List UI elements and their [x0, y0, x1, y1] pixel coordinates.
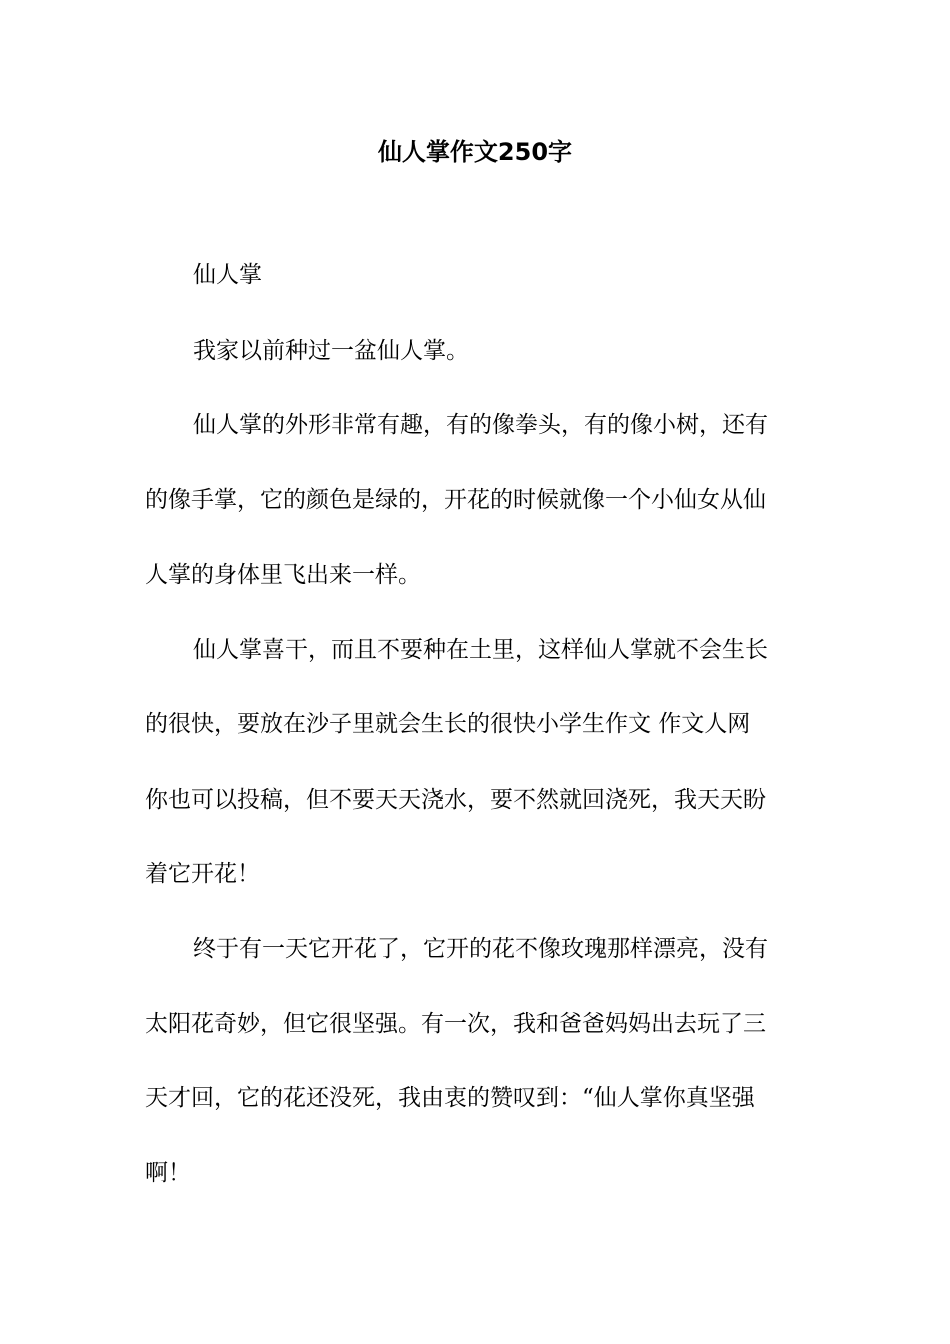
- paragraph-line: 太阳花奇妙，但它很坚强。有一次，我和爸爸妈妈出去玩了三: [145, 1011, 766, 1037]
- heading-line: 仙人掌: [193, 262, 262, 288]
- paragraph-line: 你也可以投稿，但不要天天浇水，要不然就回浇死，我天天盼: [145, 787, 766, 813]
- paragraph-line: 的像手掌，它的颜色是绿的，开花的时候就像一个小仙女从仙: [145, 487, 766, 513]
- paragraph-line: 仙人掌喜干，而且不要种在土里，这样仙人掌就不会生长: [193, 637, 768, 663]
- paragraph-line: 的很快，要放在沙子里就会生长的很快小学生作文 作文人网: [145, 711, 751, 737]
- paragraph-line: 人掌的身体里飞出来一样。: [145, 562, 421, 588]
- paragraph-line: 着它开花！: [145, 861, 260, 887]
- paragraph-line: 啊！: [145, 1160, 191, 1186]
- document-title: 仙人掌作文250字: [377, 138, 573, 166]
- paragraph-line: 终于有一天它开花了，它开的花不像玫瑰那样漂亮，没有: [193, 936, 768, 962]
- paragraph-line: 天才回，它的花还没死，我由衷的赞叹到：“仙人掌你真坚强: [145, 1085, 755, 1111]
- paragraph-line: 我家以前种过一盆仙人掌。: [193, 338, 469, 364]
- paragraph-line: 仙人掌的外形非常有趣，有的像拳头，有的像小树，还有: [193, 412, 768, 438]
